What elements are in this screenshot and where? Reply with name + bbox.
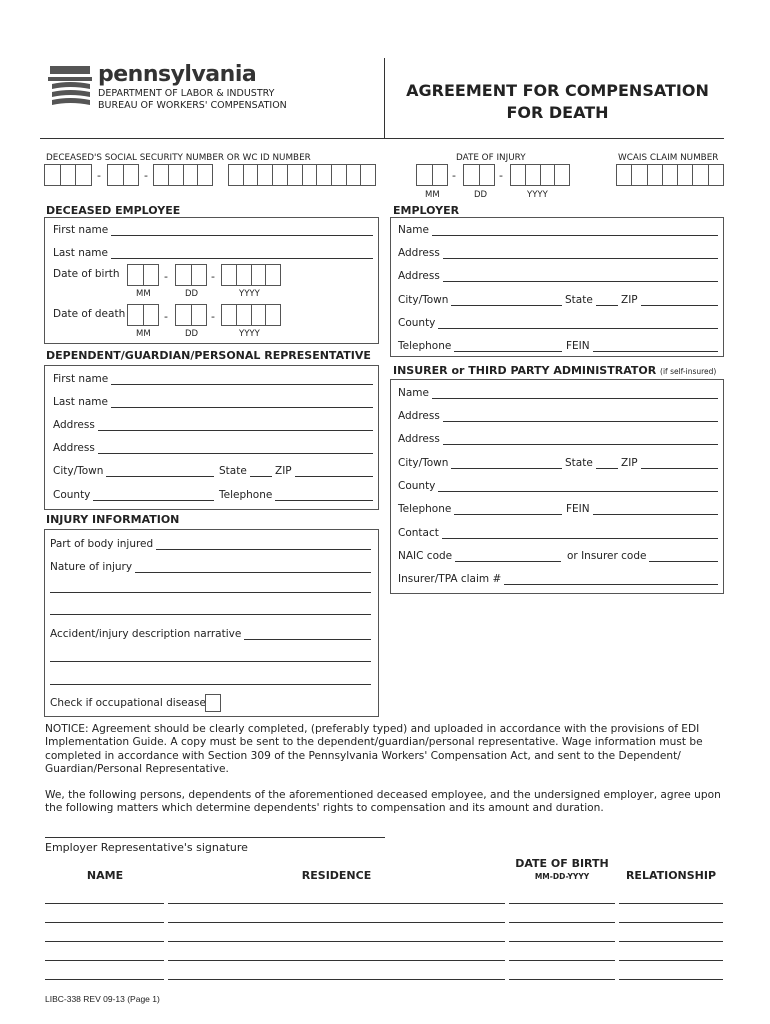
injury-section [44, 529, 379, 717]
label: ZIP [621, 457, 638, 469]
row-residence-line[interactable] [168, 922, 505, 923]
ssn-label: DECEASED'S SOCIAL SECURITY NUMBER OR WC ID NUMBER [46, 153, 311, 163]
row-dob-line[interactable] [509, 903, 615, 904]
deceased-heading: DECEASED EMPLOYEE [46, 204, 181, 217]
insurer-heading-note: (if self-insured) [660, 367, 717, 376]
insurer-state-field[interactable] [565, 455, 618, 469]
ssn-part1-input[interactable] [44, 164, 92, 186]
narrative-field[interactable] [50, 626, 371, 640]
tpa-claim-field[interactable] [398, 571, 718, 585]
col-residence-header: RESIDENCE [301, 869, 372, 882]
label: County [53, 489, 91, 501]
wcais-claim-input[interactable] [616, 164, 724, 186]
label: FEIN [566, 503, 590, 515]
insurer-contact-field[interactable] [398, 525, 718, 539]
row-name-line[interactable] [45, 922, 164, 923]
row-relationship-line[interactable] [619, 903, 723, 904]
keystone-logo-icon [46, 64, 94, 110]
narrative-line[interactable] [50, 661, 371, 662]
doi-label: DATE OF INJURY [456, 153, 526, 163]
employer-fein-field[interactable] [566, 338, 718, 352]
form-footer: LIBC-338 REV 09-13 (Page 1) [45, 994, 160, 1004]
wcais-label: WCAIS CLAIM NUMBER [618, 153, 719, 163]
occ-disease-label: Check if occupational disease [50, 697, 206, 709]
insurer-address2-field[interactable] [398, 431, 718, 445]
label: ZIP [275, 465, 292, 477]
label: ZIP [621, 294, 638, 306]
employer-telephone-field[interactable] [398, 338, 562, 352]
row-residence-line[interactable] [168, 903, 505, 904]
doi-year-input[interactable] [510, 164, 570, 186]
employer-city-field[interactable] [398, 292, 562, 306]
label: Last name [53, 396, 108, 408]
dob-label: Date of birth [53, 268, 120, 280]
label: Nature of injury [50, 561, 133, 573]
label: Last name [53, 247, 108, 259]
insurer-city-field[interactable] [398, 455, 562, 469]
signature-line[interactable] [45, 837, 385, 838]
row-relationship-line[interactable] [619, 941, 723, 942]
nature-line[interactable] [50, 614, 371, 615]
ssn-part3-input[interactable] [153, 164, 213, 186]
dod-dash: - [211, 310, 215, 323]
notice-text: NOTICE: Agreement should be clearly completed, (preferably typed) and uploaded in accordance with the provisions of EDI Implementation Guide. A copy must be sent to the dependent/guardian/personal representative. Wage information must be completed in accordance with Section 309 of the Pennsylvania Workers' Compensation Act, and sent to the Dependent/ Guardian/Personal Representative. [45, 723, 703, 776]
injury-heading: INJURY INFORMATION [46, 513, 180, 526]
dependent-heading: DEPENDENT/GUARDIAN/PERSONAL REPRESENTATIVE [46, 349, 371, 362]
doi-yyyy: YYYY [527, 190, 548, 200]
label: Telephone [398, 340, 452, 352]
label: Name [398, 387, 429, 399]
header-divider [40, 138, 724, 139]
header-divider-vertical [384, 58, 385, 138]
label: Address [398, 433, 440, 445]
insurer-code-field[interactable] [567, 548, 718, 562]
row-relationship-line[interactable] [619, 960, 723, 961]
dependent-telephone-field[interactable] [219, 487, 373, 501]
dod-year-input[interactable] [221, 304, 281, 326]
dod-month-input[interactable] [127, 304, 159, 326]
ssn-dash: - [97, 169, 101, 182]
logo-name: pennsylvania [98, 62, 257, 87]
dependent-city-field[interactable] [53, 463, 214, 477]
label: First name [53, 224, 109, 236]
label: FEIN [566, 340, 590, 352]
agreement-text: We, the following persons, dependents of the aforementioned deceased employee, and the undersigned employer, agree upon the following matters which determine dependents' rights to compensation and its amount and duration. [45, 789, 721, 815]
employer-state-field[interactable] [565, 292, 618, 306]
employer-address2-field[interactable] [398, 268, 718, 282]
label: Name [398, 224, 429, 236]
label: Address [398, 270, 440, 282]
row-relationship-line[interactable] [619, 979, 723, 980]
employer-address1-field[interactable] [398, 245, 718, 259]
insurer-zip-field[interactable] [621, 455, 718, 469]
label: Part of body injured [50, 538, 154, 550]
body-part-field[interactable] [50, 536, 371, 550]
row-dob-line[interactable] [509, 922, 615, 923]
logo-bureau: BUREAU OF WORKERS' COMPENSATION [98, 100, 287, 111]
label: Address [398, 410, 440, 422]
nature-line[interactable] [50, 592, 371, 593]
label: Telephone [398, 503, 452, 515]
label: City/Town [53, 465, 104, 477]
label: City/Town [398, 294, 449, 306]
label: Telephone [219, 489, 273, 501]
employer-county-field[interactable] [398, 315, 718, 329]
label: State [565, 294, 593, 306]
dependent-zip-field[interactable] [275, 463, 373, 477]
logo-dept: DEPARTMENT OF LABOR & INDUSTRY [98, 88, 275, 99]
doi-dash: - [499, 169, 503, 182]
doi-mm: MM [425, 190, 440, 200]
dob-dash: - [211, 270, 215, 283]
dod-day-input[interactable] [175, 304, 207, 326]
dob-year-input[interactable] [221, 264, 281, 286]
label: First name [53, 373, 109, 385]
row-dob-line[interactable] [509, 960, 615, 961]
employer-section [390, 217, 724, 357]
insurer-county-field[interactable] [398, 478, 718, 492]
employer-zip-field[interactable] [621, 292, 718, 306]
pa-logo [46, 62, 296, 122]
row-residence-line[interactable] [168, 960, 505, 961]
dob-yyyy: YYYY [239, 289, 260, 299]
row-residence-line[interactable] [168, 979, 505, 980]
page-title [390, 80, 725, 124]
dob-month-input[interactable] [127, 264, 159, 286]
label: Contact [398, 527, 439, 539]
label: State [565, 457, 593, 469]
dob-day-input[interactable] [175, 264, 207, 286]
insurer-fein-field[interactable] [566, 501, 718, 515]
insurer-telephone-field[interactable] [398, 501, 562, 515]
row-name-line[interactable] [45, 979, 164, 980]
dependent-first-name-field[interactable] [53, 371, 373, 385]
label: Address [398, 247, 440, 259]
wc-id-input[interactable] [228, 164, 376, 186]
label: Address [53, 419, 95, 431]
col-dob-header: DATE OF BIRTH [515, 857, 609, 870]
row-name-line[interactable] [45, 960, 164, 961]
row-dob-line[interactable] [509, 941, 615, 942]
title-line2: FOR DEATH [506, 103, 609, 122]
doi-dash: - [452, 169, 456, 182]
col-dob-format: MM-DD-YYYY [534, 872, 590, 881]
row-name-line[interactable] [45, 903, 164, 904]
dob-dd: DD [185, 289, 199, 299]
col-relationship-header: RELATIONSHIP [625, 869, 717, 882]
employer-name-field[interactable] [398, 222, 718, 236]
row-relationship-line[interactable] [619, 922, 723, 923]
doi-day-input[interactable] [463, 164, 495, 186]
deceased-last-name-field[interactable] [53, 245, 373, 259]
row-residence-line[interactable] [168, 941, 505, 942]
insurer-name-field[interactable] [398, 385, 718, 399]
dependent-address2-field[interactable] [53, 440, 373, 454]
narrative-line[interactable] [50, 684, 371, 685]
dod-dash: - [164, 310, 168, 323]
naic-code-field[interactable] [398, 548, 561, 562]
ssn-part2-input[interactable] [107, 164, 139, 186]
dod-dd: DD [185, 329, 199, 339]
dependent-county-field[interactable] [53, 487, 214, 501]
label: County [398, 480, 436, 492]
occ-disease-checkbox[interactable] [205, 694, 221, 712]
label: City/Town [398, 457, 449, 469]
doi-month-input[interactable] [416, 164, 448, 186]
row-dob-line[interactable] [509, 979, 615, 980]
signature-label: Employer Representative's signature [45, 841, 248, 854]
label: NAIC code [398, 550, 453, 562]
dod-yyyy: YYYY [239, 329, 260, 339]
nature-of-injury-field[interactable] [50, 559, 371, 573]
insurer-heading [393, 364, 716, 377]
dependent-last-name-field[interactable] [53, 394, 373, 408]
row-name-line[interactable] [45, 941, 164, 942]
label: Accident/injury description narrative [50, 628, 242, 640]
dob-mm: MM [136, 289, 151, 299]
employer-heading: EMPLOYER [393, 204, 460, 217]
dod-label: Date of death [53, 308, 126, 320]
label: State [219, 465, 247, 477]
label: County [398, 317, 436, 329]
insurer-address1-field[interactable] [398, 408, 718, 422]
title-line1: AGREEMENT FOR COMPENSATION [406, 81, 709, 100]
deceased-first-name-field[interactable] [53, 222, 373, 236]
label: Insurer/TPA claim # [398, 573, 502, 585]
dod-mm: MM [136, 329, 151, 339]
col-name-header: NAME [86, 869, 124, 882]
insurer-heading-text: INSURER or THIRD PARTY ADMINISTRATOR [393, 364, 657, 377]
label: Address [53, 442, 95, 454]
dependent-address1-field[interactable] [53, 417, 373, 431]
label: or Insurer code [567, 550, 647, 562]
ssn-dash: - [144, 169, 148, 182]
dependent-state-field[interactable] [219, 463, 272, 477]
doi-dd: DD [474, 190, 488, 200]
dob-dash: - [164, 270, 168, 283]
